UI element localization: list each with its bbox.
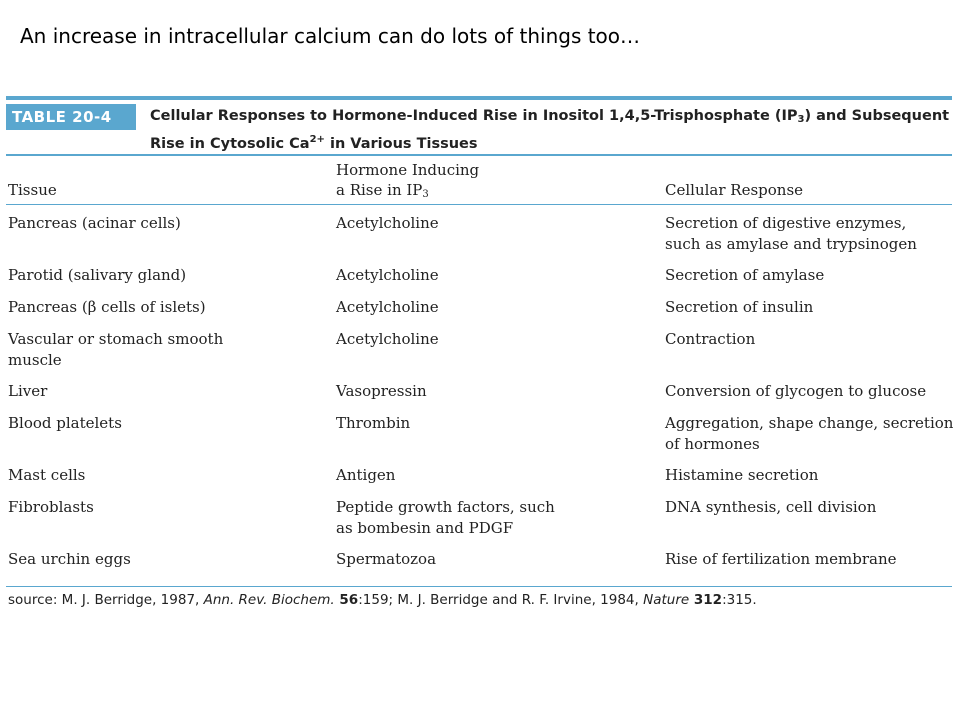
caption-line-1-end: ) and Subsequent <box>804 108 950 124</box>
cell-hormone <box>336 549 656 570</box>
table-figure <box>6 96 954 608</box>
header-hormone <box>336 160 479 205</box>
cell-tissue-line: Vascular or stomach smooth <box>8 330 224 348</box>
caption-line-2 <box>150 130 949 154</box>
cell-response-line: Secretion of insulin <box>665 298 814 316</box>
table-row <box>6 297 952 318</box>
cell-hormone <box>336 213 656 234</box>
cell-tissue-line: Mast cells <box>8 466 86 484</box>
cell-hormone-line: as bombesin and PDGF <box>336 519 514 537</box>
table-row <box>6 381 952 402</box>
table-row <box>6 265 952 286</box>
cell-hormone <box>336 329 656 350</box>
source-prefix: source: M. J. Berridge, 1987, <box>8 591 204 608</box>
cell-tissue <box>8 213 328 234</box>
cell-tissue-line: Sea urchin eggs <box>8 550 131 568</box>
table-row <box>6 329 952 371</box>
cell-tissue <box>8 465 328 486</box>
cell-tissue <box>8 549 328 570</box>
cell-hormone-line: Vasopressin <box>336 382 427 400</box>
table-row <box>6 413 952 455</box>
table-row <box>6 549 952 570</box>
cell-response <box>665 465 955 486</box>
source-journal-1: Ann. Rev. Biochem. <box>203 591 335 608</box>
caption-line-2-end: in Various Tissues <box>324 136 478 152</box>
cell-response-line: DNA synthesis, cell division <box>665 498 877 516</box>
cell-hormone <box>336 297 656 318</box>
cell-tissue-line: Fibroblasts <box>8 498 94 516</box>
table-body <box>6 205 952 577</box>
cell-response <box>665 497 955 518</box>
caption-line-1 <box>150 106 949 130</box>
source-pages-2: :315. <box>722 591 757 608</box>
cell-tissue <box>8 297 328 318</box>
caption-line-2-text: Rise in Cytosolic Ca <box>150 136 310 152</box>
table-caption <box>6 100 952 156</box>
cell-tissue <box>8 329 328 371</box>
table-row <box>6 497 952 539</box>
source-pages-1: :159; M. J. Berridge and R. F. Irvine, 1984, <box>358 591 644 608</box>
header-tissue: Tissue <box>8 181 57 199</box>
cell-response-line: of hormones <box>665 435 760 453</box>
cell-response <box>665 381 955 402</box>
cell-response <box>665 213 955 255</box>
cell-tissue-line: Blood platelets <box>8 414 122 432</box>
table-header-row <box>6 156 952 205</box>
cell-response-line: Conversion of glycogen to glucose <box>665 382 927 400</box>
cell-tissue <box>8 413 328 434</box>
cell-tissue-line: Pancreas (β cells of islets) <box>8 298 206 316</box>
cell-response <box>665 329 955 350</box>
cell-response-line: Secretion of digestive enzymes, <box>665 214 907 232</box>
source-journal-2: Nature <box>643 591 690 608</box>
caption-line-1-subscript: 3 <box>797 114 805 125</box>
cell-tissue <box>8 381 328 402</box>
cell-response-line: Contraction <box>665 330 756 348</box>
table-row <box>6 465 952 486</box>
cell-response-line: Secretion of amylase <box>665 266 825 284</box>
header-response: Cellular Response <box>665 181 804 199</box>
cell-response <box>665 549 955 570</box>
cell-response-line: Aggregation, shape change, secretion <box>665 414 954 432</box>
header-hormone-line-1: Hormone Inducing <box>336 161 480 179</box>
cell-tissue-line: muscle <box>8 351 62 369</box>
cell-hormone-line: Antigen <box>336 466 396 484</box>
table-label: TABLE 20-4 <box>6 104 136 130</box>
cell-hormone-line: Peptide growth factors, such <box>336 498 555 516</box>
cell-hormone-line: Acetylcholine <box>336 298 439 316</box>
cell-hormone <box>336 465 656 486</box>
table-bottom-rule <box>6 586 952 587</box>
table-source <box>8 592 757 608</box>
cell-response <box>665 413 955 455</box>
table-row <box>6 213 952 255</box>
cell-hormone <box>336 413 656 434</box>
header-hormone-line-2 <box>336 180 479 205</box>
cell-hormone-line: Acetylcholine <box>336 214 439 232</box>
header-hormone-subscript: 3 <box>422 189 429 200</box>
table-caption-text <box>136 100 949 154</box>
cell-hormone <box>336 381 656 402</box>
cell-tissue-line: Pancreas (acinar cells) <box>8 214 181 232</box>
cell-tissue <box>8 497 328 518</box>
cell-response <box>665 297 955 318</box>
cell-hormone <box>336 497 656 539</box>
caption-line-1-text: Cellular Responses to Hormone-Induced Rise in Inositol 1,4,5-Trisphosphate (IP <box>150 108 798 124</box>
cell-response-line: Histamine secretion <box>665 466 819 484</box>
cell-tissue-line: Parotid (salivary gland) <box>8 266 187 284</box>
cell-hormone-line: Acetylcholine <box>336 330 439 348</box>
cell-hormone <box>336 265 656 286</box>
cell-response-line: Rise of fertilization membrane <box>665 550 897 568</box>
cell-response-line: such as amylase and trypsinogen <box>665 235 917 253</box>
cell-tissue-line: Liver <box>8 382 48 400</box>
cell-tissue <box>8 265 328 286</box>
source-volume-2: 312 <box>689 591 723 608</box>
source-volume-1: 56 <box>334 591 359 608</box>
cell-hormone-line: Acetylcholine <box>336 266 439 284</box>
cell-hormone-line: Spermatozoa <box>336 550 437 568</box>
slide-title: An increase in intracellular calcium can do lots of things too… <box>20 24 641 48</box>
cell-response <box>665 265 955 286</box>
header-hormone-line-2-text: a Rise in IP <box>336 181 423 199</box>
caption-line-2-superscript: 2+ <box>309 134 325 145</box>
cell-hormone-line: Thrombin <box>336 414 411 432</box>
